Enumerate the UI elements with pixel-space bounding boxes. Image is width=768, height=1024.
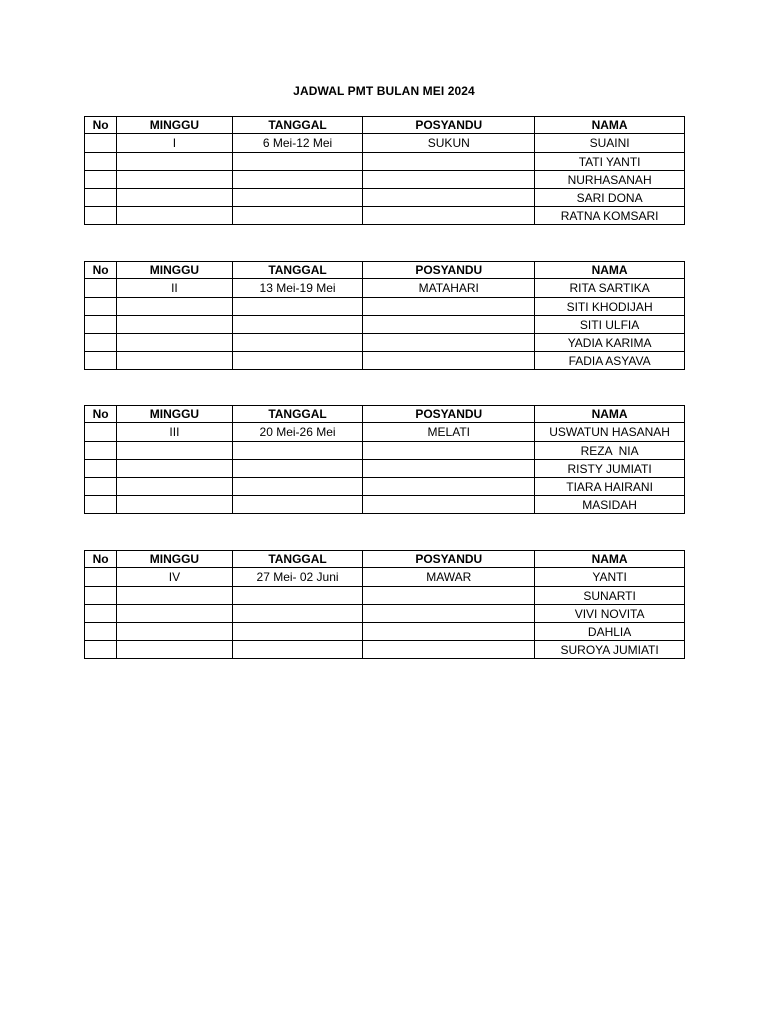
header-minggu: MINGGU (117, 117, 233, 134)
cell-no (85, 316, 117, 334)
cell-minggu: II (117, 279, 233, 298)
header-posyandu: POSYANDU (363, 406, 535, 423)
schedule-table-week-4 (84, 550, 685, 659)
cell-minggu (117, 171, 233, 189)
cell-minggu (117, 623, 233, 641)
cell-minggu (117, 442, 233, 460)
header-nama: NAMA (535, 551, 685, 568)
table-header-row (85, 117, 685, 134)
cell-tanggal (232, 587, 363, 605)
table-row (85, 134, 685, 153)
cell-no (85, 605, 117, 623)
cell-minggu (117, 496, 233, 514)
cell-nama: SITI KHODIJAH (535, 298, 685, 316)
cell-tanggal (232, 316, 363, 334)
table-row (85, 207, 685, 225)
header-tanggal: TANGGAL (232, 406, 363, 423)
cell-nama: SUAINI (535, 134, 685, 153)
cell-tanggal (232, 496, 363, 514)
table-row (85, 460, 685, 478)
cell-nama: SUNARTI (535, 587, 685, 605)
cell-nama: SUROYA JUMIATI (535, 641, 685, 659)
header-no: No (85, 262, 117, 279)
cell-nama: YADIA KARIMA (535, 334, 685, 352)
cell-posyandu: SUKUN (363, 134, 535, 153)
header-posyandu: POSYANDU (363, 262, 535, 279)
cell-posyandu: MAWAR (363, 568, 535, 587)
header-no: No (85, 406, 117, 423)
table-row (85, 442, 685, 460)
cell-posyandu (363, 496, 535, 514)
cell-minggu (117, 605, 233, 623)
table-row (85, 496, 685, 514)
cell-posyandu (363, 153, 535, 171)
header-tanggal: TANGGAL (232, 262, 363, 279)
cell-no (85, 587, 117, 605)
cell-minggu (117, 207, 233, 225)
cell-no (85, 641, 117, 659)
header-minggu: MINGGU (117, 551, 233, 568)
cell-tanggal (232, 189, 363, 207)
table-row (85, 623, 685, 641)
cell-posyandu (363, 623, 535, 641)
schedule-table-week-1 (84, 116, 685, 225)
cell-minggu (117, 298, 233, 316)
table-header-row (85, 406, 685, 423)
cell-no (85, 298, 117, 316)
cell-minggu (117, 153, 233, 171)
header-minggu: MINGGU (117, 262, 233, 279)
cell-no (85, 334, 117, 352)
cell-tanggal (232, 460, 363, 478)
cell-tanggal (232, 641, 363, 659)
cell-posyandu (363, 605, 535, 623)
cell-nama: SARI DONA (535, 189, 685, 207)
cell-minggu (117, 316, 233, 334)
cell-minggu (117, 352, 233, 370)
cell-nama: USWATUN HASANAH (535, 423, 685, 442)
header-tanggal: TANGGAL (232, 551, 363, 568)
cell-posyandu (363, 460, 535, 478)
cell-posyandu (363, 587, 535, 605)
table-row (85, 423, 685, 442)
cell-tanggal (232, 153, 363, 171)
cell-nama: SITI ULFIA (535, 316, 685, 334)
cell-nama: TIARA HAIRANI (535, 478, 685, 496)
cell-nama: MASIDAH (535, 496, 685, 514)
cell-tanggal (232, 171, 363, 189)
table-header-row (85, 262, 685, 279)
table-row (85, 568, 685, 587)
cell-no (85, 568, 117, 587)
cell-posyandu: MELATI (363, 423, 535, 442)
cell-no (85, 460, 117, 478)
cell-posyandu (363, 189, 535, 207)
cell-posyandu (363, 171, 535, 189)
cell-no (85, 134, 117, 153)
cell-posyandu: MATAHARI (363, 279, 535, 298)
header-posyandu: POSYANDU (363, 117, 535, 134)
cell-nama: RISTY JUMIATI (535, 460, 685, 478)
cell-posyandu (363, 352, 535, 370)
cell-no (85, 478, 117, 496)
cell-no (85, 423, 117, 442)
cell-nama: TATI YANTI (535, 153, 685, 171)
schedule-table-week-2 (84, 261, 685, 370)
cell-no (85, 279, 117, 298)
table-header-row (85, 551, 685, 568)
header-tanggal: TANGGAL (232, 117, 363, 134)
header-posyandu: POSYANDU (363, 551, 535, 568)
header-nama: NAMA (535, 406, 685, 423)
cell-no (85, 189, 117, 207)
cell-tanggal: 6 Mei-12 Mei (232, 134, 363, 153)
cell-tanggal (232, 352, 363, 370)
cell-tanggal (232, 334, 363, 352)
cell-nama: YANTI (535, 568, 685, 587)
cell-nama: RITA SARTIKA (535, 279, 685, 298)
cell-posyandu (363, 298, 535, 316)
cell-tanggal: 13 Mei-19 Mei (232, 279, 363, 298)
table-row (85, 171, 685, 189)
cell-no (85, 171, 117, 189)
cell-minggu (117, 334, 233, 352)
table-row (85, 316, 685, 334)
header-no: No (85, 117, 117, 134)
cell-no (85, 352, 117, 370)
cell-minggu: III (117, 423, 233, 442)
cell-minggu (117, 641, 233, 659)
cell-posyandu (363, 641, 535, 659)
cell-tanggal (232, 478, 363, 496)
cell-posyandu (363, 334, 535, 352)
cell-no (85, 207, 117, 225)
cell-tanggal (232, 442, 363, 460)
page-title: JADWAL PMT BULAN MEI 2024 (293, 84, 475, 98)
cell-minggu: I (117, 134, 233, 153)
cell-minggu: IV (117, 568, 233, 587)
header-no: No (85, 551, 117, 568)
cell-nama: RATNA KOMSARI (535, 207, 685, 225)
table-row (85, 334, 685, 352)
table-row (85, 587, 685, 605)
cell-tanggal: 20 Mei-26 Mei (232, 423, 363, 442)
cell-nama: FADIA ASYAVA (535, 352, 685, 370)
cell-posyandu (363, 207, 535, 225)
cell-minggu (117, 478, 233, 496)
cell-no (85, 153, 117, 171)
cell-minggu (117, 587, 233, 605)
cell-nama: VIVI NOVITA (535, 605, 685, 623)
table-row (85, 641, 685, 659)
cell-nama: REZA NIA (535, 442, 685, 460)
cell-posyandu (363, 316, 535, 334)
cell-no (85, 496, 117, 514)
cell-tanggal (232, 605, 363, 623)
header-minggu: MINGGU (117, 406, 233, 423)
table-row (85, 605, 685, 623)
cell-tanggal (232, 207, 363, 225)
cell-tanggal (232, 623, 363, 641)
header-nama: NAMA (535, 262, 685, 279)
table-row (85, 153, 685, 171)
cell-no (85, 623, 117, 641)
table-row (85, 279, 685, 298)
cell-posyandu (363, 442, 535, 460)
cell-nama: DAHLIA (535, 623, 685, 641)
schedule-table-week-3 (84, 405, 685, 514)
table-row (85, 478, 685, 496)
header-nama: NAMA (535, 117, 685, 134)
cell-posyandu (363, 478, 535, 496)
cell-nama: NURHASANAH (535, 171, 685, 189)
cell-minggu (117, 460, 233, 478)
table-row (85, 298, 685, 316)
cell-no (85, 442, 117, 460)
table-row (85, 189, 685, 207)
cell-tanggal (232, 298, 363, 316)
cell-tanggal: 27 Mei- 02 Juni (232, 568, 363, 587)
table-row (85, 352, 685, 370)
cell-minggu (117, 189, 233, 207)
